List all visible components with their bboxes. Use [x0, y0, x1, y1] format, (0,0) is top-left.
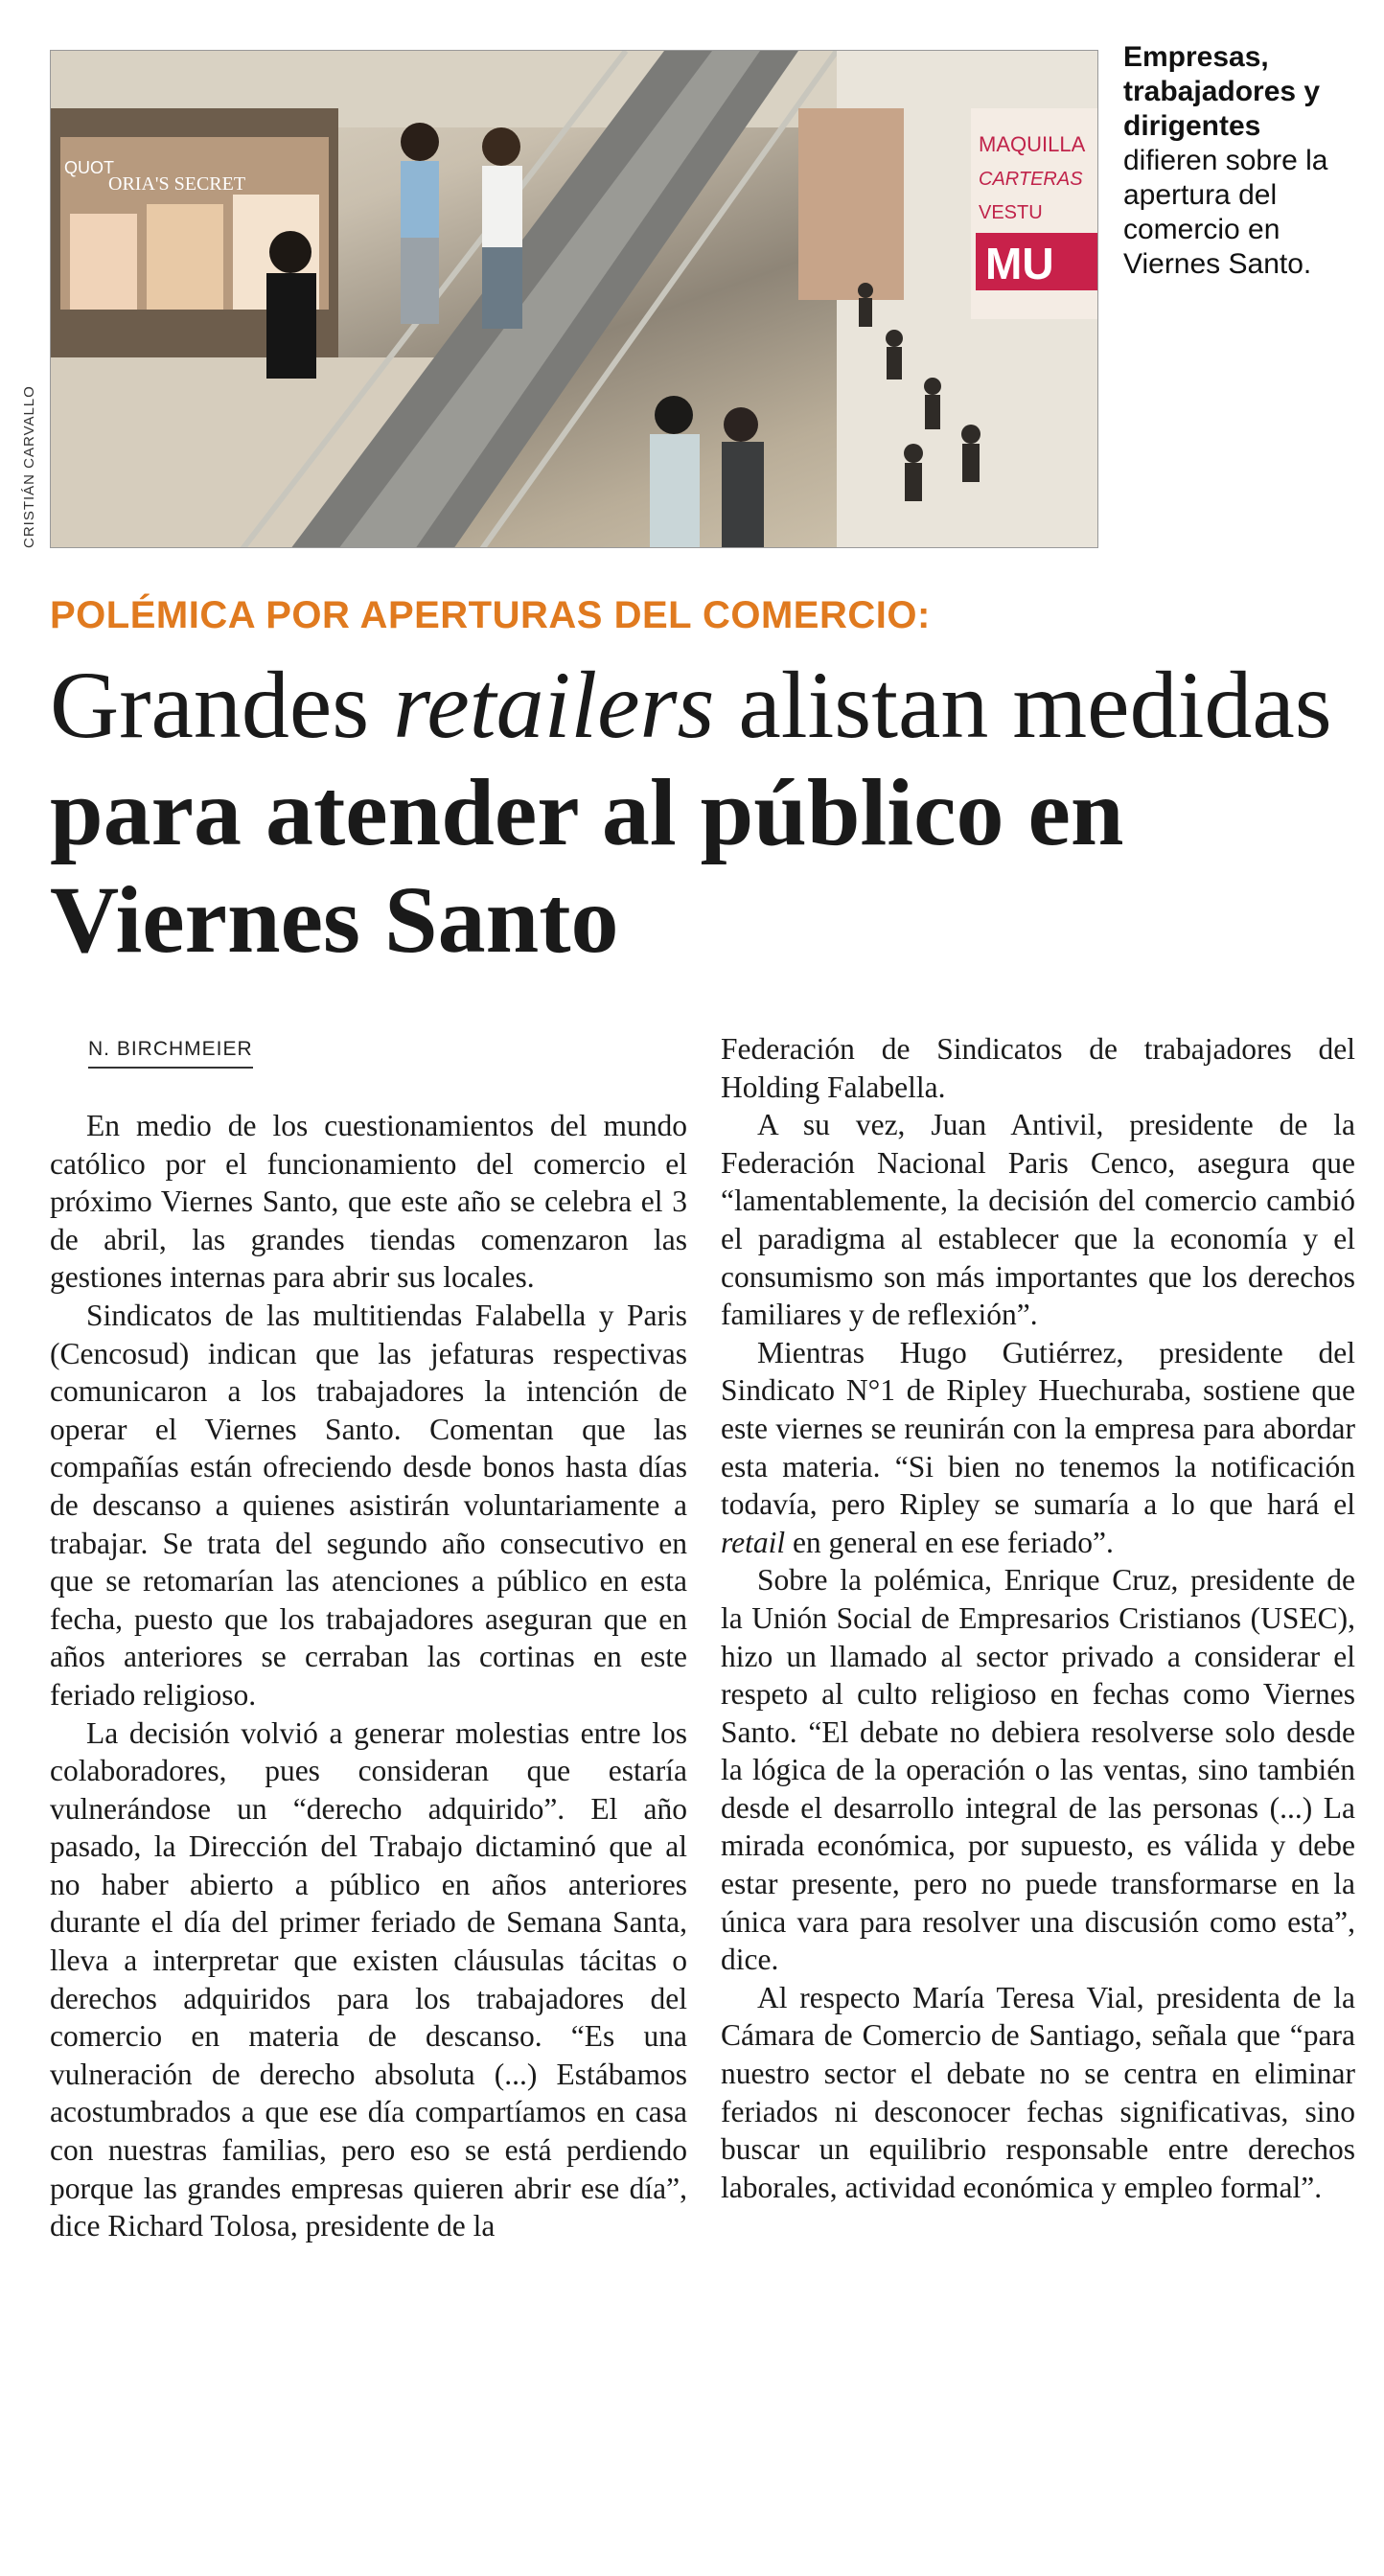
- paragraph: Sindicatos de las multitiendas Falabella y Paris (Cencosud) indican que las jefaturas respectivas comunicaron a los trabajadores la intención de operar el Viernes Santo. Comentan que las compañías están ofreciendo desde bonos hasta días de descanso a quienes asistirán voluntariamente a trabajar. Se trata del segundo año consecutivo en que se retomarían las atenciones a público en esta fecha, puesto que los trabajadores aseguran que en años anteriores se cerraban las cortinas en este feriado religioso.: [50, 1298, 687, 1712]
- paragraph-continuation: Federación de Sindicatos de trabajadores del Holding Falabella.: [721, 1032, 1355, 1104]
- paragraph-text: Mientras Hugo Gutiérrez, presidente del Sindicato N°1 de Ripley Huechuraba, sostiene que este viernes se reunirán con la empresa para abordar esta materia. “Si bien no tenemos la notificación todavía, pero Ripley se sumaría a lo que hará el: [721, 1335, 1355, 1522]
- headline-bold-part: para atender al público en Viernes Santo: [50, 759, 1124, 973]
- byline: N. BIRCHMEIER: [88, 1038, 253, 1069]
- store-sign-6: MU: [985, 239, 1054, 288]
- store-sign-5: VESTU: [979, 202, 1043, 223]
- article-headline: [50, 652, 1363, 974]
- article-column-1: [50, 1107, 687, 2245]
- headline-italic-word: retailers: [393, 652, 715, 758]
- paragraph: A su vez, Juan Antivil, presidente de la Federación Nacional Paris Cenco, asegura que “lamentablemente, la decisión del comercio cambió el paradigma al establecer que la economía y el consumismo son más importantes que los derechos familiares y de reflexión”.: [721, 1108, 1355, 1332]
- store-sign-1: QUOT: [64, 158, 114, 177]
- italic-word: retail: [721, 1525, 786, 1559]
- paragraph: En medio de los cuestionamientos del mundo católico por el funcionamiento del comercio el próximo Viernes Santo, que este año se celebra el 3 de abril, las grandes tiendas comenzaron las gestiones internas para abrir sus locales.: [50, 1109, 687, 1295]
- paragraph: [721, 1334, 1355, 1562]
- store-sign-4: CARTERAS: [979, 169, 1083, 190]
- photo-credit: CRISTIÁN CARVALLO: [21, 385, 37, 548]
- store-sign-2: ORIA'S SECRET: [108, 173, 246, 195]
- caption-bold: Empresas, trabajadores y dirigentes: [1123, 41, 1321, 142]
- caption-text: difieren sobre la apertura del comercio en Viernes Santo.: [1123, 145, 1328, 280]
- article-column-2: [721, 1030, 1355, 2206]
- headline-part-3: alistan medidas: [714, 652, 1332, 758]
- headline-part-1: Grandes: [50, 652, 394, 758]
- paragraph: Sobre la polémica, Enrique Cruz, presidente de la Unión Social de Empresarios Cristianos (USEC), hizo un llamado al sector privado a considerar el respeto al culto religioso en fechas como Viernes Santo. “El debate no debiera resolverse solo desde la lógica de la operación o las ventas, sino también desde el desarrollo integral de las personas (...) La mirada económica, por supuesto, es válida y debe estar presente, pero no puede transformarse en la única vara para resolver una discusión como esta”, dice.: [721, 1563, 1355, 1977]
- paragraph-text: en general en ese feriado”.: [785, 1525, 1114, 1559]
- photo-escalator-illustration: [51, 51, 1098, 548]
- article-kicker: POLÉMICA POR APERTURAS DEL COMERCIO:: [50, 594, 931, 636]
- paragraph: La decisión volvió a generar molestias entre los colaboradores, pues consideran que estaría vulnerándose un “derecho adquirido”. El año pasado, la Dirección del Trabajo dictaminó que al no haber abierto a público en años anteriores durante el día del primer feriado de Semana Santa, lleva a interpretar que existen cláusulas tácitas o derechos adquiridos para los trabajadores del comercio en materia de descanso. “Es una vulneración de derecho absoluta (...) Estábamos acostumbrados a que ese día compartíamos en casa con nuestras familias, pero eso se está perdiendo porque las grandes empresas quieren abrir ese día”, dice Richard Tolosa, presidente de la: [50, 1715, 687, 2243]
- article-photo: [50, 50, 1098, 548]
- paragraph: Al respecto María Teresa Vial, presidenta de la Cámara de Comercio de Santiago, señala que “para nuestro sector el debate no se centra en eliminar feriados ni desconocer fechas significativas, sino buscar un equilibrio responsable entre derechos laborales, actividad económica y empleo formal”.: [721, 1980, 1355, 2204]
- photo-caption: [1123, 40, 1363, 282]
- store-sign-3: MAQUILLA: [979, 132, 1086, 156]
